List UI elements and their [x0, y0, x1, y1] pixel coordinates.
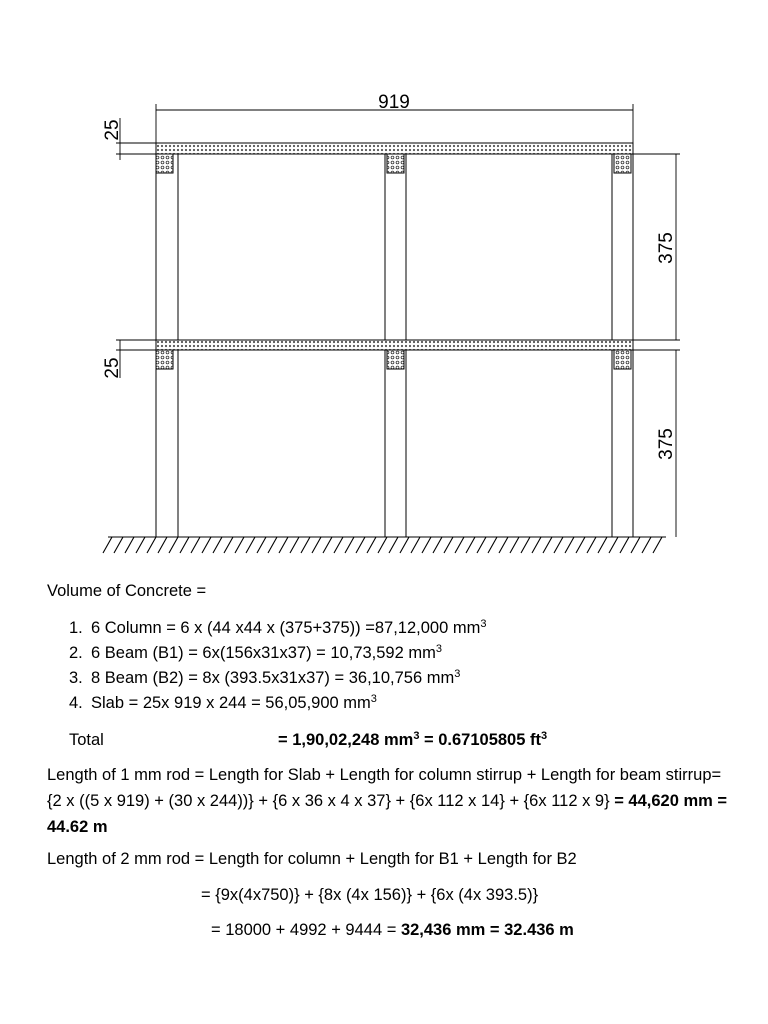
rod2-line3 — [211, 917, 574, 943]
dim-slab-bottom-label: 25 — [102, 357, 123, 379]
item-text: 6 Column = 6 x (44 x44 x (375+375)) =87,12,000 mm — [91, 619, 481, 637]
total-label: Total — [69, 731, 104, 749]
item-text: Slab = 25x 919 x 244 = 56,05,900 mm — [91, 694, 371, 712]
rod2-line1: Length of 2 mm rod = Length for column + Length for B1 + Length for B2 — [47, 850, 577, 868]
item-text: 8 Beam (B2) = 8x (393.5x31x37) = 36,10,756 mm — [91, 669, 455, 687]
rod2-line3-text: = 18000 + 4992 + 9444 = — [211, 921, 401, 939]
total-mm: = 1,90,02,248 mm — [278, 731, 414, 749]
dim-width-label: 919 — [378, 92, 410, 113]
rod2-result: 32,436 mm = 32.436 m — [400, 921, 574, 939]
volume-heading: Volume of Concrete = — [47, 582, 207, 600]
rod1-paragraph — [47, 762, 737, 840]
rod1-result: = 44,620 mm = 44.62 m — [47, 792, 728, 836]
item-number: 4. — [69, 694, 83, 712]
item-sup: 3 — [454, 668, 461, 680]
dim-height-lower-label: 375 — [656, 428, 677, 460]
total-ft-sup: 3 — [541, 730, 548, 742]
item-number: 2. — [69, 644, 83, 662]
total-mm-sup: 3 — [413, 730, 420, 742]
total-value — [278, 727, 547, 753]
total-ft: = 0.67105805 ft — [419, 731, 541, 749]
item-number: 3. — [69, 669, 83, 687]
volume-item-4 — [69, 690, 377, 716]
rod1-text: Length of 1 mm rod = Length for Slab + Length for column stirrup + Length for beam stirrup= {2 x ((5 x 919) + (30 x 244))} + {6 x 36 x 4 x 37} + {6x 112 x 14} + {6x 112 x 9} — [47, 766, 722, 810]
item-number: 1. — [69, 619, 83, 637]
volume-item-2 — [69, 640, 442, 666]
rod2-line2: = {9x(4x750)} + {8x (4x 156)} + {6x (4x 393.5)} — [201, 886, 539, 904]
volume-item-1 — [69, 615, 486, 641]
item-sup: 3 — [435, 643, 442, 655]
dim-height-upper-label: 375 — [656, 232, 677, 264]
item-sup: 3 — [370, 693, 377, 705]
volume-item-3 — [69, 665, 460, 691]
item-text: 6 Beam (B1) = 6x(156x31x37) = 10,73,592 mm — [91, 644, 436, 662]
item-sup: 3 — [480, 618, 487, 630]
dim-slab-top-label: 25 — [102, 119, 123, 141]
